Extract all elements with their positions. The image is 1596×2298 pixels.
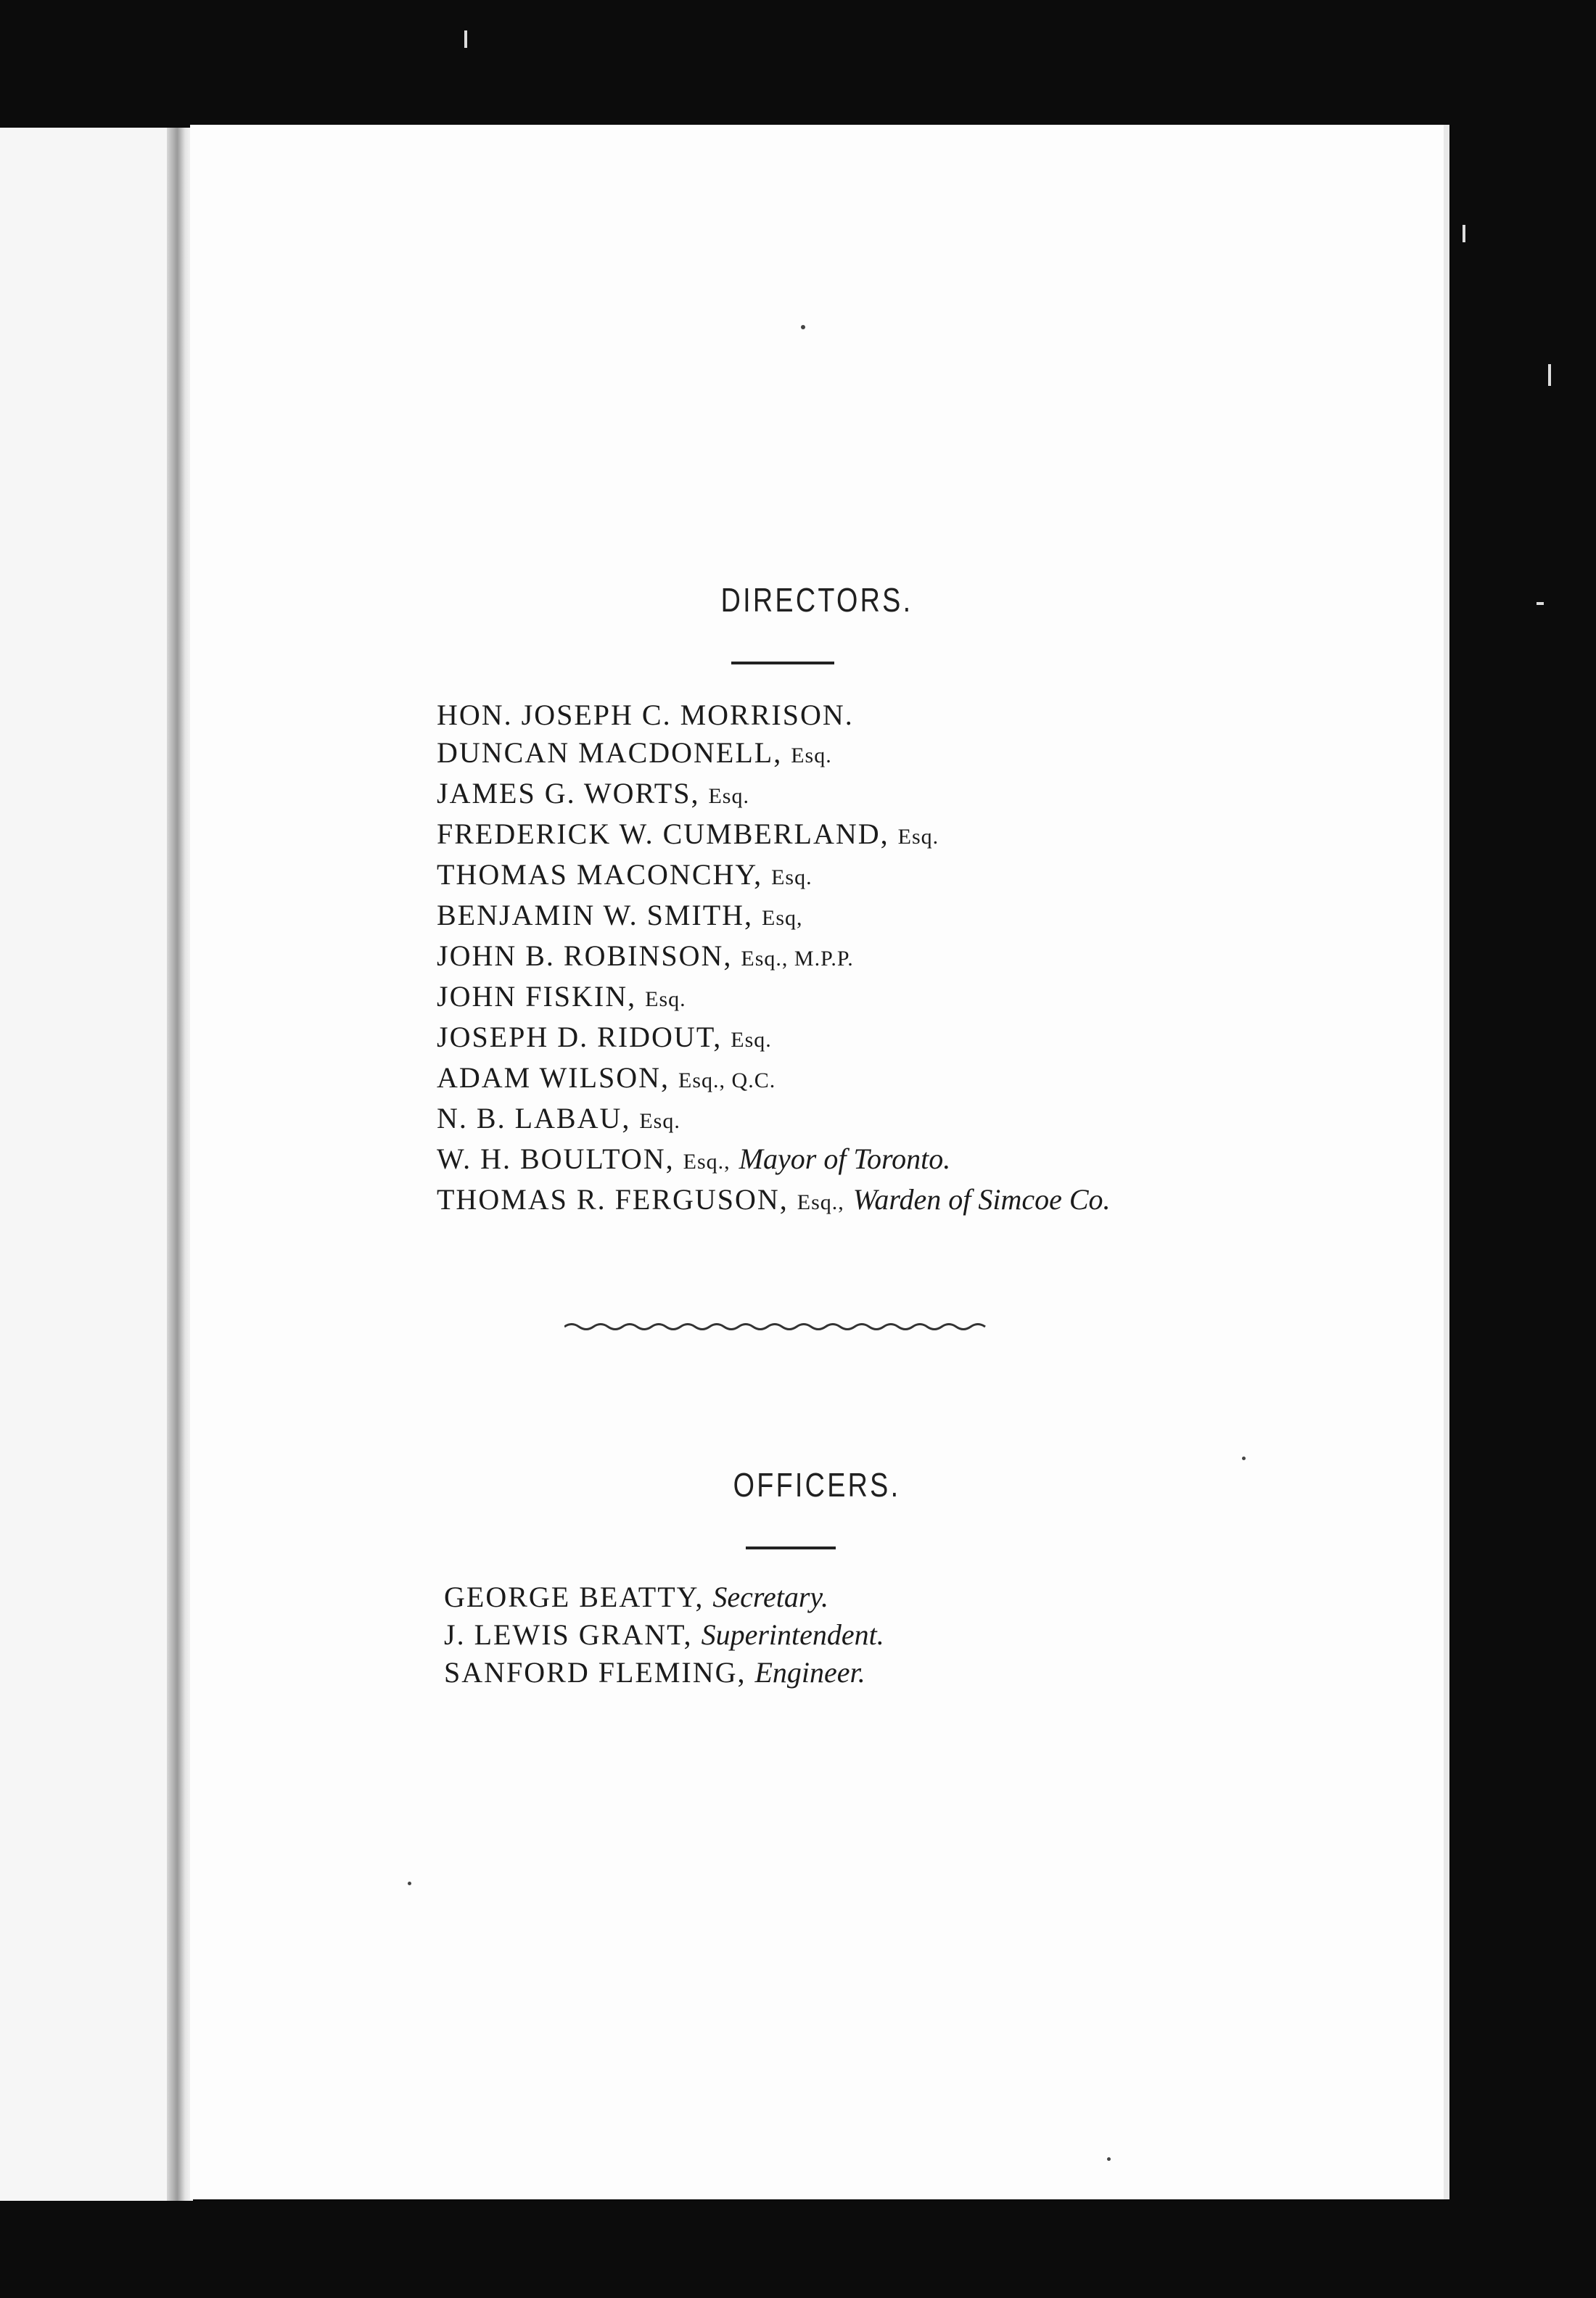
directors-entry <box>437 978 1111 1018</box>
directors-list <box>437 696 1111 1222</box>
honorific-suffix: Esq. <box>708 784 749 808</box>
ornamental-wave-divider <box>564 1316 1000 1338</box>
directors-entry <box>437 775 1111 815</box>
person-name: THOMAS R. FERGUSON, <box>437 1183 789 1216</box>
directors-entry <box>437 696 1111 734</box>
scan-dust <box>1548 364 1551 386</box>
directors-rule <box>731 662 834 664</box>
person-role: Warden of Simcoe Co. <box>852 1183 1111 1216</box>
officers-entry <box>444 1654 884 1692</box>
person-name: BENJAMIN W. SMITH, <box>437 899 754 931</box>
officers-list <box>444 1578 884 1692</box>
person-name: FREDERICK W. CUMBERLAND, <box>437 818 889 850</box>
person-name: J. LEWIS GRANT, <box>444 1618 693 1651</box>
directors-entry <box>437 815 1111 856</box>
directors-entry <box>437 734 1111 775</box>
left-page-edge <box>0 128 181 2201</box>
person-name: JOHN B. ROBINSON, <box>437 939 733 972</box>
honorific-suffix: Esq., Q.C. <box>678 1068 776 1092</box>
officers-entry <box>444 1578 884 1616</box>
directors-entry <box>437 856 1111 897</box>
book-spine <box>167 128 193 2201</box>
honorific-suffix: Esq. <box>791 744 832 767</box>
honorific-suffix: Esq. <box>645 987 686 1011</box>
honorific-suffix: Esq. <box>771 865 813 889</box>
officers-heading: OFFICERS. <box>733 1466 901 1504</box>
honorific-suffix: Esq. <box>639 1109 680 1133</box>
honorific-suffix: Esq., <box>797 1190 844 1214</box>
honorific-suffix: Esq. <box>731 1028 772 1052</box>
directors-entry <box>437 1140 1111 1181</box>
scan-dust <box>464 30 467 48</box>
directors-entry <box>437 937 1111 978</box>
directors-entry <box>437 1018 1111 1059</box>
person-name: ADAM WILSON, <box>437 1061 670 1094</box>
person-name: N. B. LABAU, <box>437 1102 631 1134</box>
person-name: JOHN FISKIN, <box>437 980 637 1013</box>
person-role: Secretary. <box>712 1581 828 1613</box>
person-name: W. H. BOULTON, <box>437 1142 675 1175</box>
person-name: HON. JOSEPH C. MORRISON. <box>437 699 854 731</box>
person-name: THOMAS MACONCHY, <box>437 858 763 891</box>
book-page <box>190 125 1444 2199</box>
scan-dust <box>1463 225 1465 242</box>
person-name: JAMES G. WORTS, <box>437 777 700 810</box>
directors-heading: DIRECTORS. <box>720 581 913 619</box>
directors-entry <box>437 897 1111 937</box>
honorific-suffix: Esq. <box>897 825 939 849</box>
scan-speck <box>801 325 805 329</box>
officers-entry <box>444 1616 884 1654</box>
person-role: Engineer. <box>754 1656 865 1689</box>
directors-entry <box>437 1181 1111 1222</box>
person-name: GEORGE BEATTY, <box>444 1581 704 1613</box>
person-role: Mayor of Toronto. <box>739 1142 951 1175</box>
honorific-suffix: Esq., <box>683 1150 731 1174</box>
directors-entry <box>437 1059 1111 1100</box>
scan-speck <box>1242 1457 1246 1460</box>
scan-speck <box>1107 2157 1111 2161</box>
officers-rule <box>746 1547 836 1549</box>
person-name: DUNCAN MACDONELL, <box>437 736 783 769</box>
directors-entry <box>437 1100 1111 1140</box>
person-name: SANFORD FLEMING, <box>444 1656 746 1689</box>
honorific-suffix: Esq, <box>762 906 803 930</box>
person-name: JOSEPH D. RIDOUT, <box>437 1021 723 1053</box>
scan-dust <box>1537 602 1544 605</box>
honorific-suffix: Esq., M.P.P. <box>741 947 854 971</box>
scan-speck <box>408 1882 411 1885</box>
person-role: Superintendent. <box>701 1618 884 1651</box>
